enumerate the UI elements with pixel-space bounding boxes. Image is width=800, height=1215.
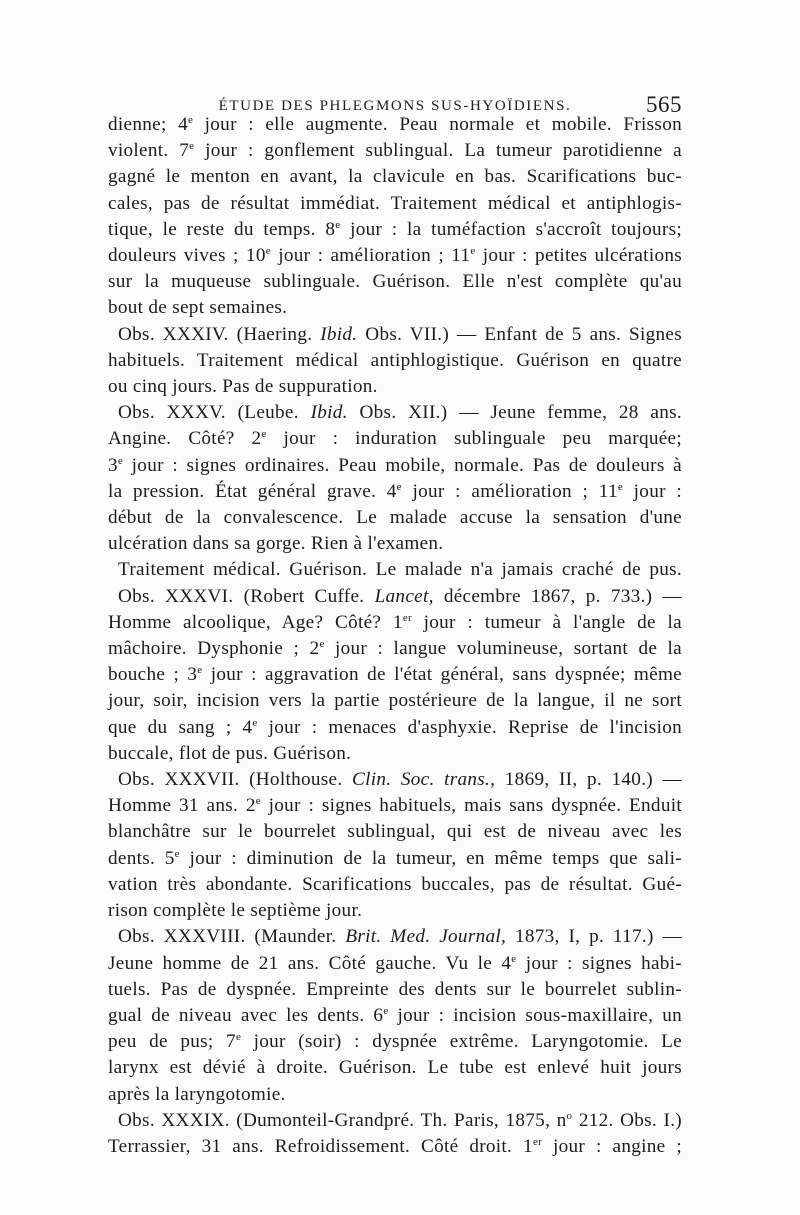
text-line: la pression. État général grave. 4e jour : amélioration ; 11e jour : [108,480,683,502]
text-line: gagné le menton en avant, la clavicule en bas. Scarifications buc- [108,166,682,188]
text-line: Homme 31 ans. 2e jour : signes habituels, mais sans dyspnée. Enduit [108,795,682,817]
text-line: 3e jour : signes ordinaires. Peau mobile, normale. Pas de douleurs à [108,454,682,476]
text-line: Terrassier, 31 ans. Refroidissement. Côté droit. 1er jour : angine ; [108,1135,682,1157]
text-line: peu de pus; 7e jour (soir) : dyspnée extrême. Laryngotomie. Le [108,1031,683,1053]
text-line: Jeune homme de 21 ans. Côté gauche. Vu le 4e jour : signes habi- [108,952,682,974]
text-line: jour, soir, incision vers la partie postérieure de la langue, il ne sort [108,690,682,712]
text-line: vation très abondante. Scarifications buccales, pas de résultat. Gué- [108,873,682,895]
observation-start-line: Obs. XXXVII. (Holthouse. Clin. Soc. trans., 1869, II, p. 140.) — [118,769,682,791]
text-line: mâchoire. Dysphonie ; 2e jour : langue volumineuse, sortant de la [108,638,682,660]
text-line: tique, le reste du temps. 8e jour : la tuméfaction s'accroît toujours; [108,218,682,240]
text-line: Traitement médical. Guérison. Le malade n'a jamais craché de pus. [118,559,682,581]
text-line: Angine. Côté? 2e jour : induration sublinguale peu marquée; [108,428,682,450]
body-text [108,112,682,1160]
page-header [108,70,682,117]
text-line: après la laryngotomie. [108,1083,286,1105]
page-number: 565 [646,92,682,117]
text-line: dents. 5e jour : diminution de la tumeur, en même temps que sali- [108,847,682,869]
text-line: bout de sept semaines. [108,297,288,319]
text-line: cales, pas de résultat immédiat. Traitement médical et antiphlogis- [108,192,682,214]
text-line: Homme alcoolique, Age? Côté? 1er jour : tumeur à l'angle de la [108,611,682,633]
text-line: larynx est dévié à droite. Guérison. Le tube est enlevé huit jours [108,1057,682,1079]
text-line: blanchâtre sur le bourrelet sublingual, qui est de niveau avec les [108,821,682,843]
text-line: bouche ; 3e jour : aggravation de l'état général, sans dyspnée; même [108,664,682,686]
text-line: gual de niveau avec les dents. 6e jour : incision sous-maxillaire, un [108,1004,682,1026]
text-line: que du sang ; 4e jour : menaces d'asphyxie. Reprise de l'incision [108,716,682,738]
text-line: sur la muqueuse sublinguale. Guérison. Elle n'est complète qu'au [108,271,682,293]
observation-start-line: Obs. XXXVIII. (Maunder. Brit. Med. Journal, 1873, I, p. 117.) — [118,926,682,948]
text-line: violent. 7e jour : gonflement sublingual. La tumeur parotidienne a [108,140,682,162]
text-line: dienne; 4e jour : elle augmente. Peau normale et mobile. Frisson [108,114,682,135]
text-line: habituels. Traitement médical antiphlogistique. Guérison en quatre [108,349,682,371]
text-line: ou cinq jours. Pas de suppuration. [108,376,378,398]
text-line: ulcération dans sa gorge. Rien à l'examen. [108,533,444,555]
observation-start-line: Obs. XXXV. (Leube. Ibid. Obs. XII.) — Jeune femme, 28 ans. [118,402,682,424]
text-line: tuels. Pas de dyspnée. Empreinte des dents sur le bourrelet sublin- [108,978,682,1000]
observation-start-line: Obs. XXXIX. (Dumonteil-Grandpré. Th. Paris, 1875, $n^o$ 212. Obs. I.) [118,1109,682,1131]
text-line: début de la convalescence. Le malade accuse la sensation d'une [108,507,682,529]
observation-start-line: Obs. XXXVI. (Robert Cuffe. Lancet, décembre 1867, p. 733.) — [118,585,682,607]
text-line: douleurs vives ; 10e jour : amélioration ; 11e jour : petites ulcérations [108,245,683,267]
running-title: ÉTUDE DES PHLEGMONS SUS-HYOÏDIENS. [218,98,572,114]
observation-start-line: Obs. XXXIV. (Haering. Ibid. Obs. VII.) — Enfant de 5 ans. Signes [118,323,682,345]
text-line: buccale, flot de pus. Guérison. [108,742,352,764]
text-line: rison complète le septième jour. [108,900,363,922]
